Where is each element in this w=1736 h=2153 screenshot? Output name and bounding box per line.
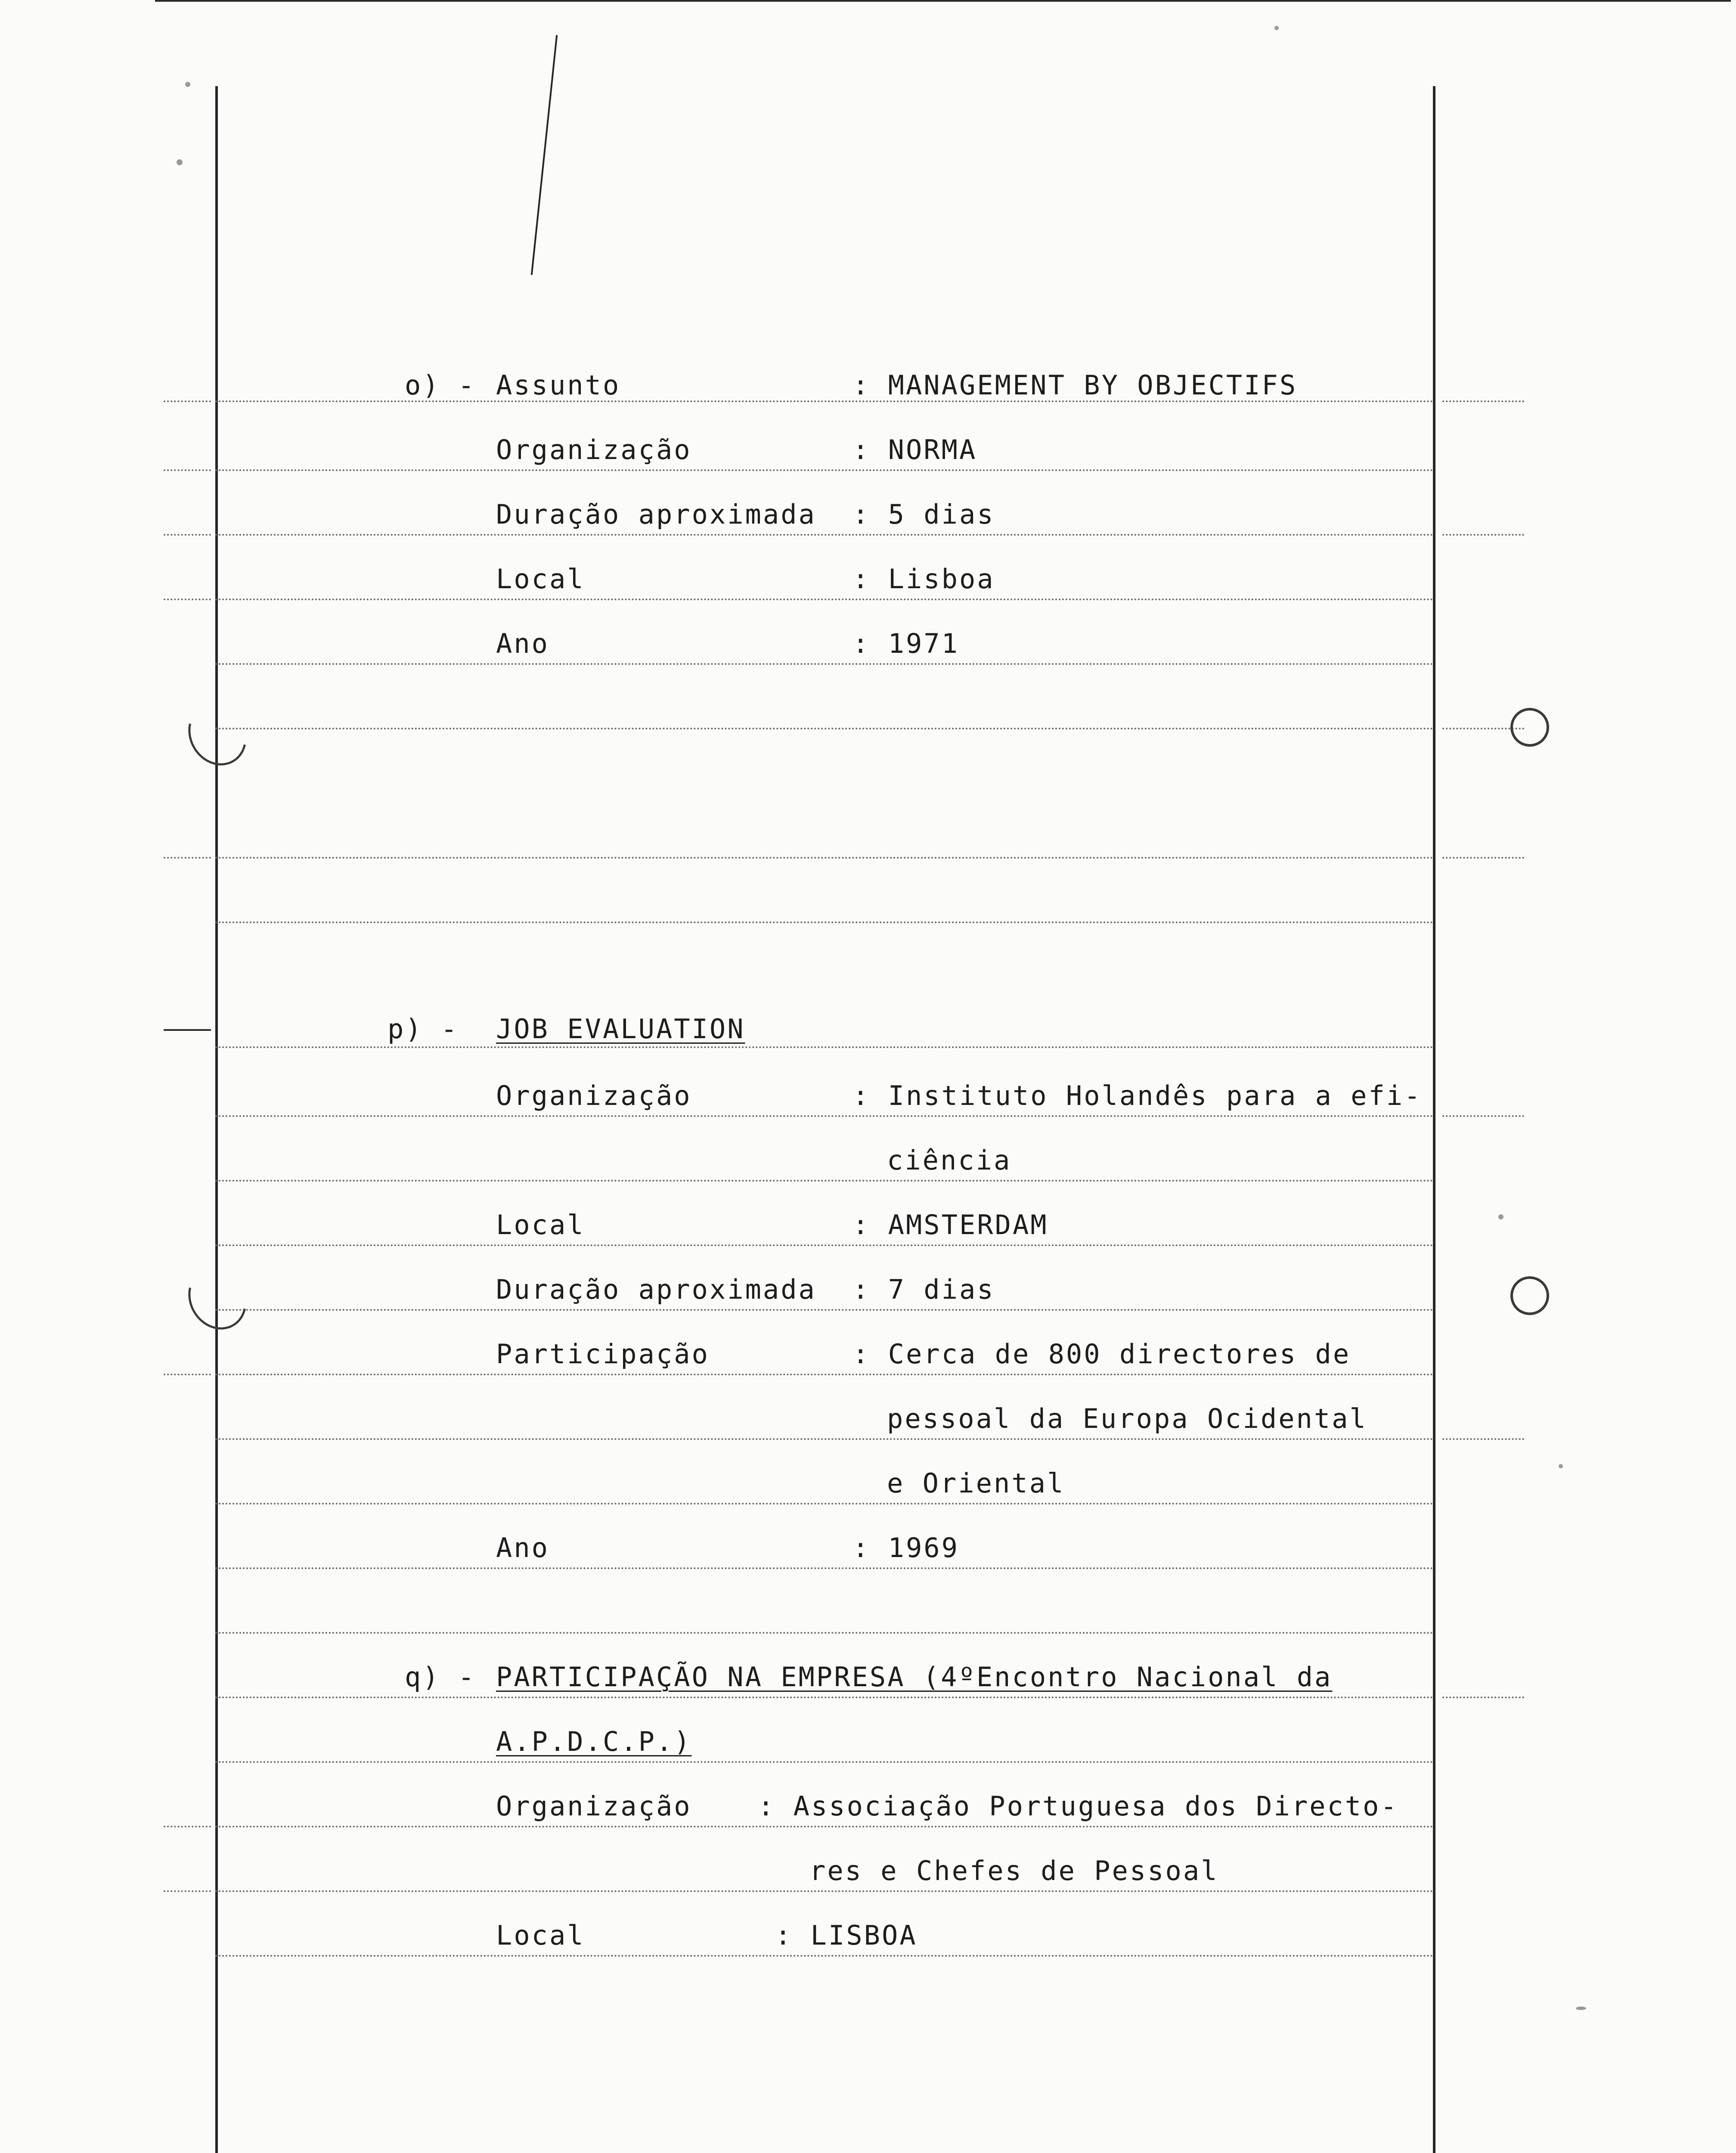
- left-margin-line: [215, 86, 218, 2153]
- binding-arc-mark: [177, 1256, 258, 1340]
- scan-speck: [1274, 26, 1279, 30]
- margin-tick: [1442, 1438, 1524, 1440]
- scan-speck: [177, 159, 183, 165]
- item-q-marker: q) -: [405, 1661, 476, 1693]
- ruled-line: [215, 1244, 1434, 1246]
- margin-tick: [1442, 857, 1524, 859]
- ruled-line: [215, 1826, 1434, 1827]
- item-q-title-1: PARTICIPAÇÃO NA EMPRESA (4ºEncontro Nacional da: [496, 1661, 1333, 1693]
- margin-tick: [164, 400, 211, 402]
- pen-stroke: [531, 35, 558, 275]
- item-p-organizacao-label: Organização: [496, 1080, 692, 1111]
- item-p-organizacao-value-2: ciência: [887, 1145, 1012, 1176]
- item-q-organizacao-value-2: res e Chefes de Pessoal: [809, 1855, 1219, 1886]
- ruled-line: [215, 728, 1434, 729]
- ruled-line: [215, 857, 1434, 859]
- ruled-line: [215, 1567, 1434, 1569]
- ruled-line: [215, 534, 1434, 536]
- margin-tick: [1442, 1697, 1524, 1698]
- item-p-marker: p) -: [388, 1013, 459, 1045]
- item-q-title-2: A.P.D.C.P.): [496, 1726, 692, 1757]
- margin-tick: [164, 1029, 211, 1031]
- scan-speck: [185, 82, 190, 87]
- margin-tick: [1442, 534, 1524, 536]
- ruled-line: [215, 1890, 1434, 1892]
- item-q-organizacao-value-1: : Associação Portuguesa dos Directo-: [758, 1790, 1398, 1822]
- item-q-local-value: : LISBOA: [775, 1920, 918, 1951]
- ruled-line: [215, 1309, 1434, 1311]
- item-o-local-label: Local: [496, 563, 585, 595]
- item-p-participacao-value-1: : Cerca de 800 directores de: [852, 1338, 1351, 1370]
- margin-tick: [164, 534, 211, 536]
- item-p-local-value: : AMSTERDAM: [852, 1209, 1048, 1241]
- item-o-ano-label: Ano: [496, 628, 549, 659]
- ruled-line: [215, 1761, 1434, 1763]
- ruled-line: [215, 1438, 1434, 1440]
- right-margin-line: [1433, 86, 1435, 2153]
- punch-hole-mark: [1510, 1276, 1549, 1315]
- item-o-organizacao-label: Organização: [496, 434, 692, 465]
- margin-tick: [164, 469, 211, 471]
- item-o-duracao-label: Duração aproximada: [496, 499, 816, 530]
- item-p-local-label: Local: [496, 1209, 585, 1241]
- margin-tick: [164, 857, 211, 859]
- item-o-organizacao-value: : NORMA: [852, 434, 977, 465]
- ruled-line: [215, 1632, 1434, 1634]
- item-o-ano-value: : 1971: [852, 628, 959, 659]
- ruled-line: [215, 1697, 1434, 1698]
- item-q-organizacao-label: Organização: [496, 1790, 692, 1822]
- ruled-line: [215, 1115, 1434, 1117]
- item-p-ano-value: : 1969: [852, 1532, 959, 1564]
- ruled-line: [215, 1374, 1434, 1375]
- item-q-local-label: Local: [496, 1920, 585, 1951]
- item-o-assunto-label: Assunto: [496, 369, 621, 401]
- item-p-duracao-value: : 7 dias: [852, 1274, 995, 1305]
- item-p-title: JOB EVALUATION: [496, 1013, 745, 1045]
- item-p-organizacao-value-1: : Instituto Holandês para a efi-: [852, 1080, 1422, 1111]
- item-p-duracao-label: Duração aproximada: [496, 1274, 816, 1305]
- ruled-line: [215, 663, 1434, 665]
- scan-speck: [1576, 2007, 1586, 2010]
- ruled-line: [215, 1046, 1434, 1048]
- margin-tick: [164, 599, 211, 600]
- item-o-duracao-value: : 5 dias: [852, 499, 995, 530]
- item-o-marker: o) -: [405, 369, 476, 401]
- binding-arc-mark: [177, 692, 258, 776]
- margin-tick: [1442, 1115, 1524, 1117]
- margin-tick: [164, 1826, 211, 1827]
- item-o-local-value: : Lisboa: [852, 563, 995, 595]
- margin-tick: [164, 1374, 211, 1375]
- ruled-line: [215, 1955, 1434, 1957]
- ruled-line: [215, 1503, 1434, 1505]
- ruled-line: [215, 921, 1434, 923]
- ruled-line: [215, 599, 1434, 600]
- item-p-participacao-value-3: e Oriental: [887, 1467, 1065, 1499]
- punch-hole-mark: [1510, 708, 1549, 747]
- ruled-line: [215, 1180, 1434, 1182]
- ruled-line: [215, 469, 1434, 471]
- margin-tick: [1442, 400, 1524, 402]
- item-p-ano-label: Ano: [496, 1532, 549, 1564]
- item-o-assunto-value: : MANAGEMENT BY OBJECTIFS: [852, 369, 1298, 401]
- top-rule: [155, 0, 1731, 2]
- scan-speck: [1498, 1214, 1504, 1219]
- item-p-participacao-value-2: pessoal da Europa Ocidental: [887, 1403, 1367, 1434]
- margin-tick: [164, 1890, 211, 1892]
- scan-speck: [1559, 1464, 1563, 1468]
- item-p-participacao-label: Participação: [496, 1338, 710, 1370]
